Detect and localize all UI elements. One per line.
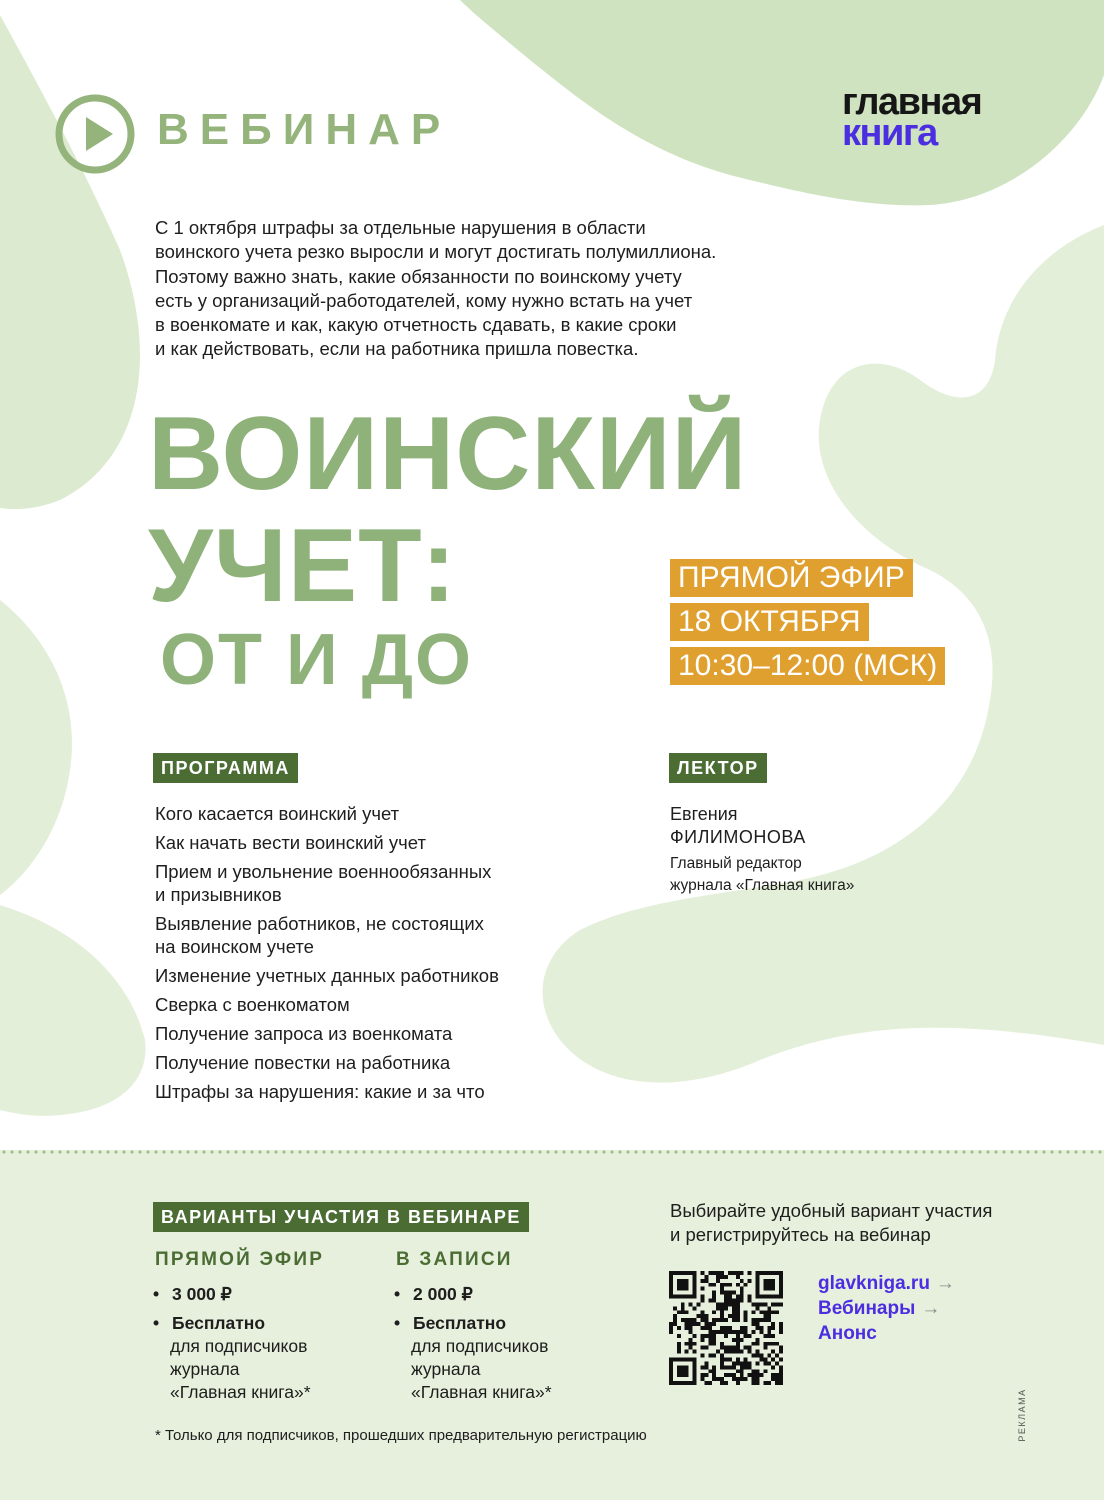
link-announcement[interactable] xyxy=(818,1321,955,1346)
link-text: Анонс xyxy=(818,1323,877,1344)
intro-line: и как действовать, если на работника пришла повестка. xyxy=(155,338,639,360)
option-free: Бесплатно xyxy=(413,1313,507,1333)
glavnaya-kniga-logo[interactable] xyxy=(842,81,982,154)
program-item: Получение запроса из военкомата xyxy=(155,1023,453,1044)
bullet: • xyxy=(394,1284,401,1304)
arrow-right-icon: → xyxy=(935,1273,955,1294)
bullet: • xyxy=(153,1313,160,1333)
program-item: Как начать вести воинский учет xyxy=(155,832,426,853)
links-block xyxy=(818,1271,955,1346)
blob-left-mid xyxy=(0,600,72,895)
intro-paragraph xyxy=(155,216,795,362)
title-line-3: ОТ И ДО xyxy=(160,620,474,700)
blob-center-low xyxy=(0,905,146,1116)
program-item: Кого касается воинский учет xyxy=(155,803,400,824)
webinar-label: ВЕБИНАР xyxy=(157,105,452,154)
option-free-note: для подписчиков журнала «Главная книга»* xyxy=(170,1336,311,1402)
option-recording-heading: В ЗАПИСИ xyxy=(396,1249,513,1270)
option-price: 3 000 ₽ xyxy=(172,1284,232,1304)
ad-label-text: РЕКЛАМА xyxy=(1017,1388,1027,1442)
play-circle-icon xyxy=(54,93,136,175)
link-text: Вебинары xyxy=(818,1298,916,1319)
footnote: * Только для подписчиков, прошедших предварительную регистрацию xyxy=(155,1427,647,1444)
program-label: ПРОГРАММА xyxy=(153,753,298,783)
participation-label: ВАРИАНТЫ УЧАСТИЯ В ВЕБИНАРЕ xyxy=(153,1202,529,1232)
logo-line-1: главная xyxy=(842,81,982,123)
qr-code-icon[interactable] xyxy=(669,1271,783,1385)
program-item: Выявление работников, не состоящих на воинском учете xyxy=(155,913,484,957)
lector-label: ЛЕКТОР xyxy=(669,753,767,783)
arrow-right-icon: → xyxy=(921,1298,941,1319)
lector-first-name: Евгения xyxy=(670,804,738,824)
ad-label xyxy=(1016,1380,1028,1450)
lector-role: Главный редактор журнала «Главная книга» xyxy=(670,855,855,894)
broadcast-date-badge: 18 ОКТЯБРЯ xyxy=(670,603,869,641)
program-item: Прием и увольнение военнообязанных и призывников xyxy=(155,861,492,905)
bullet: • xyxy=(153,1284,160,1304)
logo-line-2: книга xyxy=(842,112,937,154)
broadcast-label-badge: ПРЯМОЙ ЭФИР xyxy=(670,559,913,597)
link-glavkniga[interactable] xyxy=(818,1271,955,1296)
blob-top xyxy=(460,0,1104,205)
program-item: Изменение учетных данных работников xyxy=(155,965,499,986)
option-free: Бесплатно xyxy=(172,1313,266,1333)
program-item: Штрафы за нарушения: какие и за что xyxy=(155,1081,485,1102)
link-webinars[interactable] xyxy=(818,1296,955,1321)
program-item: Сверка с военкоматом xyxy=(155,994,350,1015)
option-free-note: для подписчиков журнала «Главная книга»* xyxy=(411,1336,552,1402)
broadcast-time-badge: 10:30–12:00 (МСК) xyxy=(670,647,945,685)
title-line-2: УЧЕТ: xyxy=(148,508,457,624)
option-live xyxy=(153,1283,311,1404)
option-live-heading: ПРЯМОЙ ЭФИР xyxy=(155,1249,325,1270)
link-text: glavkniga.ru xyxy=(818,1273,930,1294)
intro-line: Поэтому важно знать, какие обязанности по воинскому учету xyxy=(155,265,682,287)
program-item: Получение повестки на работника xyxy=(155,1052,451,1073)
intro-line: в военкомате и как, какую отчетность сдавать, в какие сроки xyxy=(155,314,677,336)
title-line-1: ВОИНСКИЙ xyxy=(148,396,748,512)
bullet: • xyxy=(394,1313,401,1333)
option-price: 2 000 ₽ xyxy=(413,1284,473,1304)
intro-line: воинского учета резко выросли и могут достигать полумиллиона. xyxy=(155,241,717,263)
cta-text: Выбирайте удобный вариант участия и регистрируйтесь на вебинар xyxy=(670,1200,993,1245)
blob-left xyxy=(0,15,140,509)
lector-last-name: ФИЛИМОНОВА xyxy=(670,827,806,847)
intro-line: С 1 октября штрафы за отдельные нарушения в области xyxy=(155,217,646,238)
dotted-divider xyxy=(0,1150,1104,1154)
program-list xyxy=(155,802,635,1109)
intro-line: есть у организаций-работодателей, кому нужно встать на учет xyxy=(155,289,693,311)
option-recording xyxy=(394,1283,552,1404)
